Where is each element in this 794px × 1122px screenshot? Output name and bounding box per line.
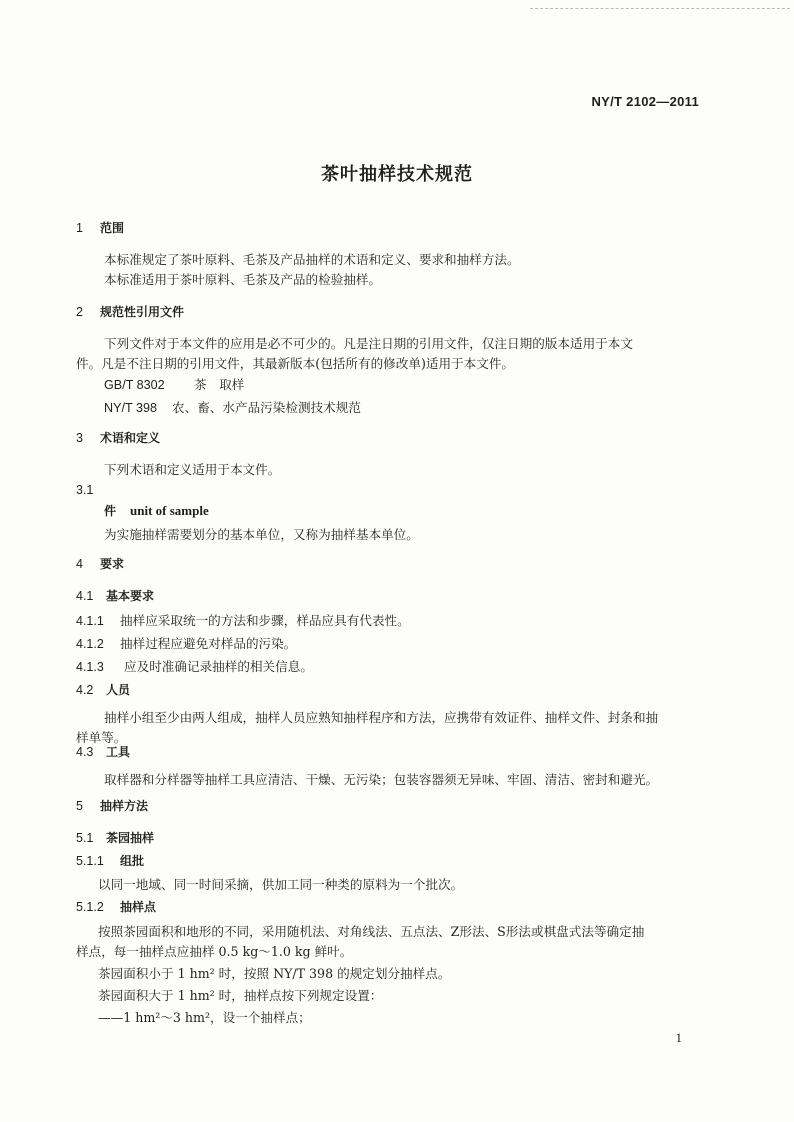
subsection-5-1-heading [76, 830, 154, 846]
term-english: unit of sample [130, 503, 209, 518]
subsection-title: 茶园抽样 [106, 831, 155, 845]
clause-5-1-2-heading [76, 899, 156, 915]
clause-number: 4.1.3 [76, 660, 104, 674]
paragraph: 本标准适用于茶叶原料、毛茶及产品的检验抽样。 [104, 272, 382, 287]
clause-4-1-3 [76, 659, 313, 675]
section-number: 5 [76, 799, 83, 813]
paragraph-line: 茶园面积大于 1 hm² 时，抽样点按下列规定设置： [98, 988, 383, 1003]
paragraph-line: 下列文件对于本文件的应用是必不可少的。凡是注日期的引用文件，仅注日期的版本适用于本文 [104, 336, 633, 351]
reference-title: 茶 取样 [194, 377, 245, 392]
paragraph-line: 按照茶园面积和地形的不同，采用随机法、对角线法、五点法、Z形法、S形法或棋盘式法等确定抽 [98, 924, 645, 939]
document-title: 茶叶抽样技术规范 [321, 164, 473, 185]
paragraph: 本标准规定了茶叶原料、毛茶及产品抽样的术语和定义、要求和抽样方法。 [104, 252, 520, 267]
normative-reference [104, 377, 244, 393]
paragraph: 下列术语和定义适用于本文件。 [104, 462, 281, 477]
clause-number: 5.1.2 [76, 900, 104, 914]
paragraph-line: 件。凡是不注日期的引用文件，其最新版本(包括所有的修改单)适用于本文件。 [76, 356, 515, 371]
section-4-heading [76, 556, 124, 572]
clause-number: 4.1.1 [76, 614, 104, 628]
clause-title: 抽样点 [120, 900, 157, 914]
section-number: 1 [76, 221, 83, 235]
page-number: 1 [675, 1030, 682, 1045]
paragraph-line: 样单等。 [76, 730, 127, 745]
section-5-heading [76, 798, 148, 814]
term-chinese: 件 [104, 504, 117, 518]
section-3-heading [76, 430, 160, 446]
paragraph: 以同一地域、同一时间采摘，供加工同一种类的原料为一个批次。 [98, 877, 464, 892]
reference-title: 农、畜、水产品污染检测技术规范 [172, 400, 361, 415]
section-title: 要求 [100, 557, 125, 571]
section-title: 规范性引用文件 [100, 305, 185, 319]
section-number: 4 [76, 557, 83, 571]
clause-4-1-1 [76, 613, 410, 629]
clause-4-1-2 [76, 636, 296, 652]
section-number: 2 [76, 305, 83, 319]
clause-number: 5.1.1 [76, 854, 104, 868]
clause-5-1-1-heading [76, 853, 144, 869]
clause-title: 组批 [120, 854, 145, 868]
term-number: 3.1 [76, 483, 94, 497]
section-number: 3 [76, 431, 83, 445]
normative-reference [104, 400, 361, 416]
clause-text: 抽样过程应避免对样品的污染。 [120, 636, 297, 651]
subsection-4-1-heading [76, 588, 154, 604]
section-2-heading [76, 304, 184, 320]
list-item: ——1 hm²～3 hm²，设一个抽样点； [98, 1010, 311, 1025]
subsection-4-3-heading [76, 744, 130, 760]
paragraph: 取样器和分样器等抽样工具应清洁、干燥、无污染；包装容器须无异味、牢固、清洁、密封和避光。 [104, 772, 659, 787]
section-title: 范围 [100, 221, 125, 235]
paragraph-line: 茶园面积小于 1 hm² 时，按照 NY/T 398 的规定划分抽样点。 [98, 966, 451, 981]
paragraph-line: 样点，每一抽样点应抽样 0.5 kg～1.0 kg 鲜叶。 [76, 944, 353, 959]
section-title: 抽样方法 [100, 799, 149, 813]
clause-text: 抽样应采取统一的方法和步骤，样品应具有代表性。 [120, 613, 410, 628]
reference-code: NY/T 398 [104, 401, 157, 415]
standard-number: NY/T 2102—2011 [591, 94, 699, 109]
paragraph-line: 抽样小组至少由两人组成，抽样人员应熟知抽样程序和方法，应携带有效证件、抽样文件、封条和抽 [104, 710, 659, 725]
term-entry [104, 503, 209, 519]
subsection-number: 5.1 [76, 831, 94, 845]
scan-edge-line [530, 8, 790, 9]
subsection-title: 工具 [106, 745, 131, 759]
term-definition: 为实施抽样需要划分的基本单位，又称为抽样基本单位。 [104, 527, 419, 542]
subsection-title: 人员 [106, 683, 131, 697]
subsection-number: 4.1 [76, 589, 94, 603]
subsection-number: 4.2 [76, 683, 94, 697]
subsection-4-2-heading [76, 682, 130, 698]
subsection-title: 基本要求 [106, 589, 155, 603]
subsection-number: 4.3 [76, 745, 94, 759]
clause-text: 应及时准确记录抽样的相关信息。 [124, 659, 313, 674]
clause-number: 4.1.2 [76, 637, 104, 651]
section-title: 术语和定义 [100, 431, 161, 445]
reference-code: GB/T 8302 [104, 378, 165, 392]
section-1-heading [76, 220, 124, 236]
